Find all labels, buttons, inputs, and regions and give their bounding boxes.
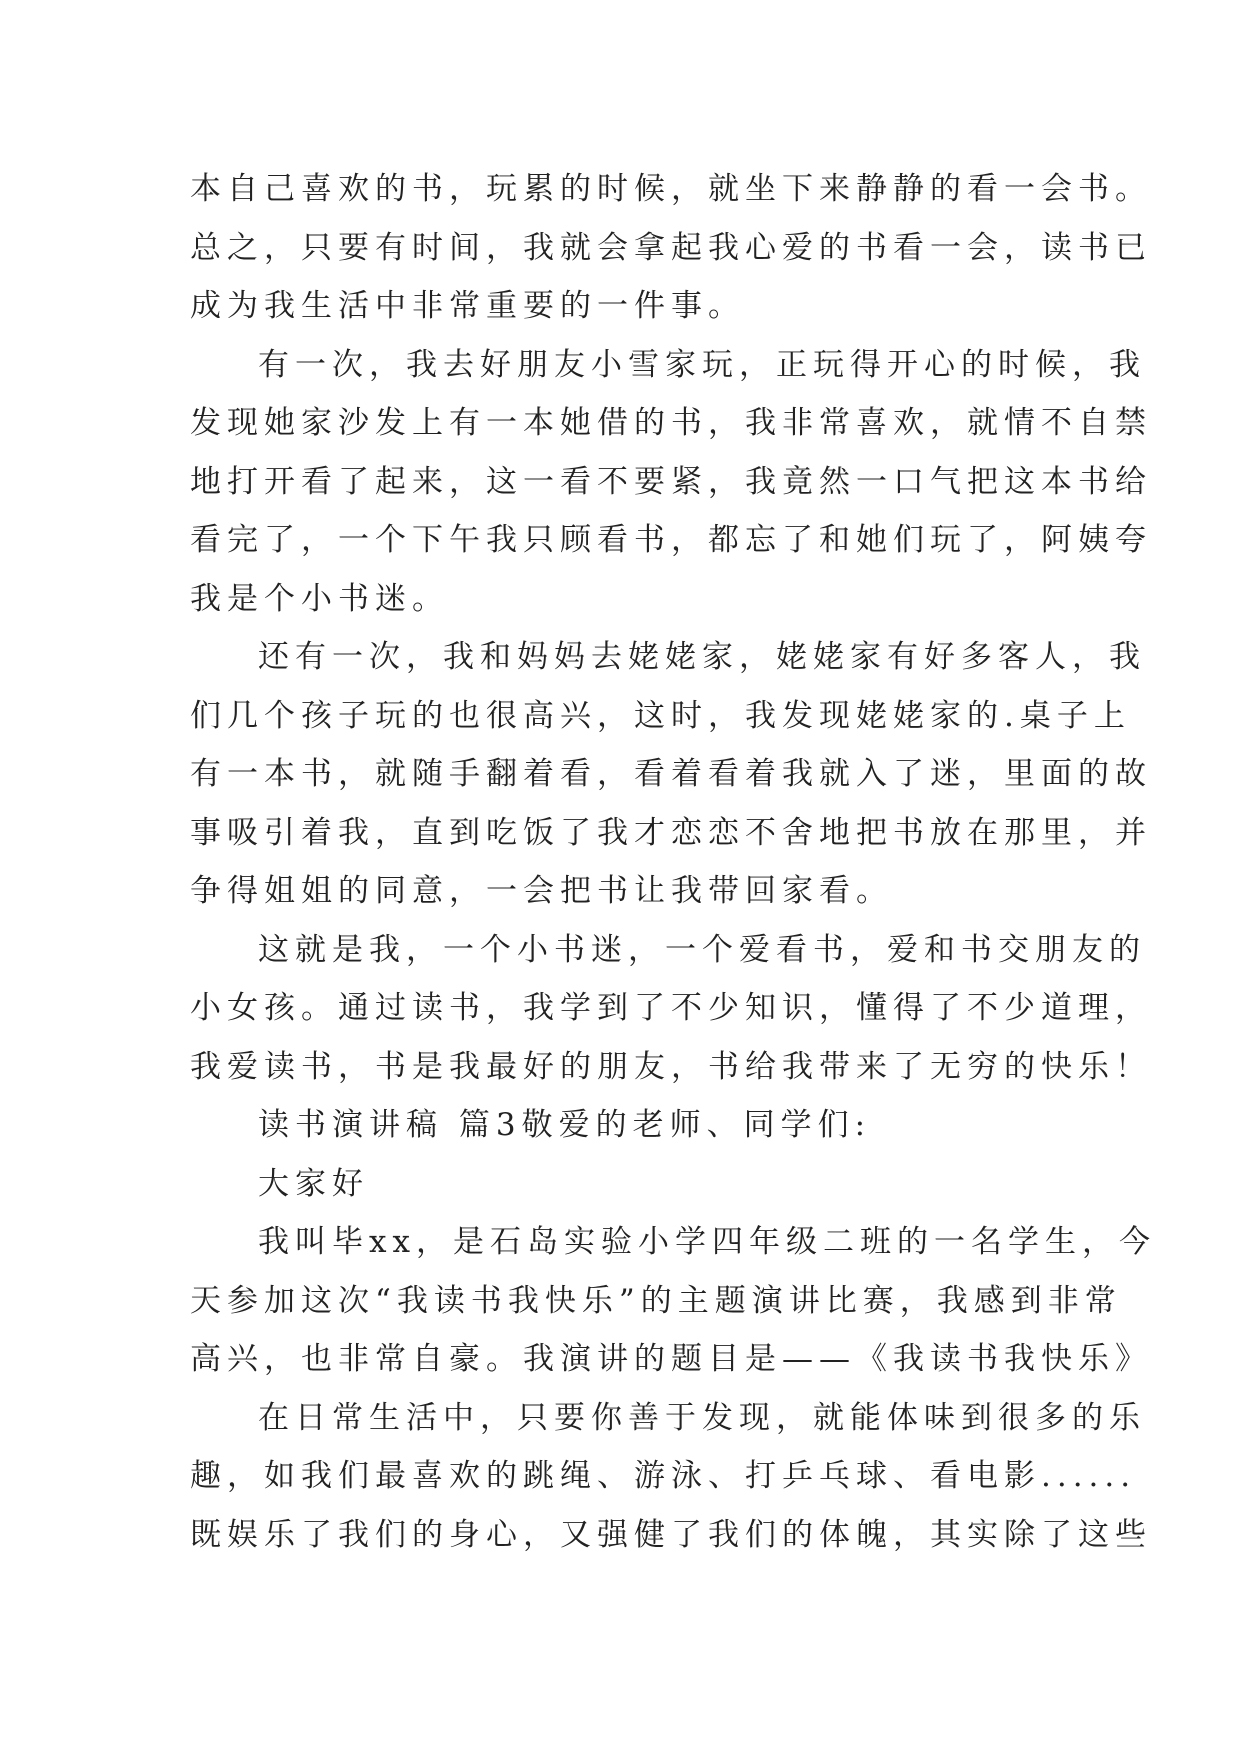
paragraph-first-line: 这就是我，一个小书迷，一个爱看书，爱和书交朋友的 (258, 931, 1146, 968)
text-line: 事吸引着我，直到吃饭了我才恋恋不舍地把书放在那里，并 (190, 814, 1152, 851)
document-body (190, 160, 1156, 1564)
text-line: 趣，如我们最喜欢的跳绳、游泳、打乒乓球、看电影...... (190, 1458, 1137, 1494)
text-line: 既娱乐了我们的身心，又强健了我们的体魄，其实除了这些 (190, 1516, 1152, 1553)
text-line: 看完了，一个下午我只顾看书，都忘了和她们玩了，阿姨夸 (190, 522, 1152, 558)
text-line: 有一本书，就随手翻着看，看着看着我就入了迷，里面的故 (190, 756, 1152, 792)
paragraph-first-line: 在日常生活中，只要你善于发现，就能体味到很多的乐 (258, 1399, 1146, 1436)
text-line: 我是个小书迷。 (190, 580, 449, 617)
text-line: 天参加这次“我读书我快乐”的主题演讲比赛，我感到非常 (190, 1282, 1122, 1319)
text-line: 地打开看了起来，这一看不要紧，我竟然一口气把这本书给 (190, 463, 1152, 500)
text-line: 发现她家沙发上有一本她借的书，我非常喜欢，就情不自禁 (190, 405, 1152, 441)
text-line: 总之，只要有时间，我就会拿起我心爱的书看一会，读书已 (190, 229, 1152, 266)
text-line: 小女孩。通过读书，我学到了不少知识，懂得了不少道理， (190, 990, 1152, 1026)
section-heading: 读书演讲稿 篇3敬爱的老师、同学们: (258, 1107, 872, 1143)
text-line: 高兴，也非常自豪。我演讲的题目是——《我读书我快乐》 (190, 1341, 1152, 1377)
text-line: 争得姐姐的同意，一会把书让我带回家看。 (190, 873, 893, 909)
text-line: 成为我生活中非常重要的一件事。 (190, 288, 745, 324)
text-line: 本自己喜欢的书，玩累的时候，就坐下来静静的看一会书。 (190, 171, 1152, 207)
text-line: 我爱读书，书是我最好的朋友，书给我带来了无穷的快乐！ (190, 1048, 1152, 1085)
paragraph-first-line: 我叫毕xx，是石岛实验小学四年级二班的一名学生，今 (258, 1224, 1156, 1260)
paragraph-first-line: 有一次，我去好朋友小雪家玩，正玩得开心的时候，我 (258, 346, 1146, 383)
greeting-line: 大家好 (258, 1165, 369, 1202)
paragraph-first-line: 还有一次，我和妈妈去姥姥家，姥姥家有好多客人，我 (258, 639, 1146, 675)
text-line: 们几个孩子玩的也很高兴，这时，我发现姥姥家的.桌子上 (190, 697, 1131, 734)
